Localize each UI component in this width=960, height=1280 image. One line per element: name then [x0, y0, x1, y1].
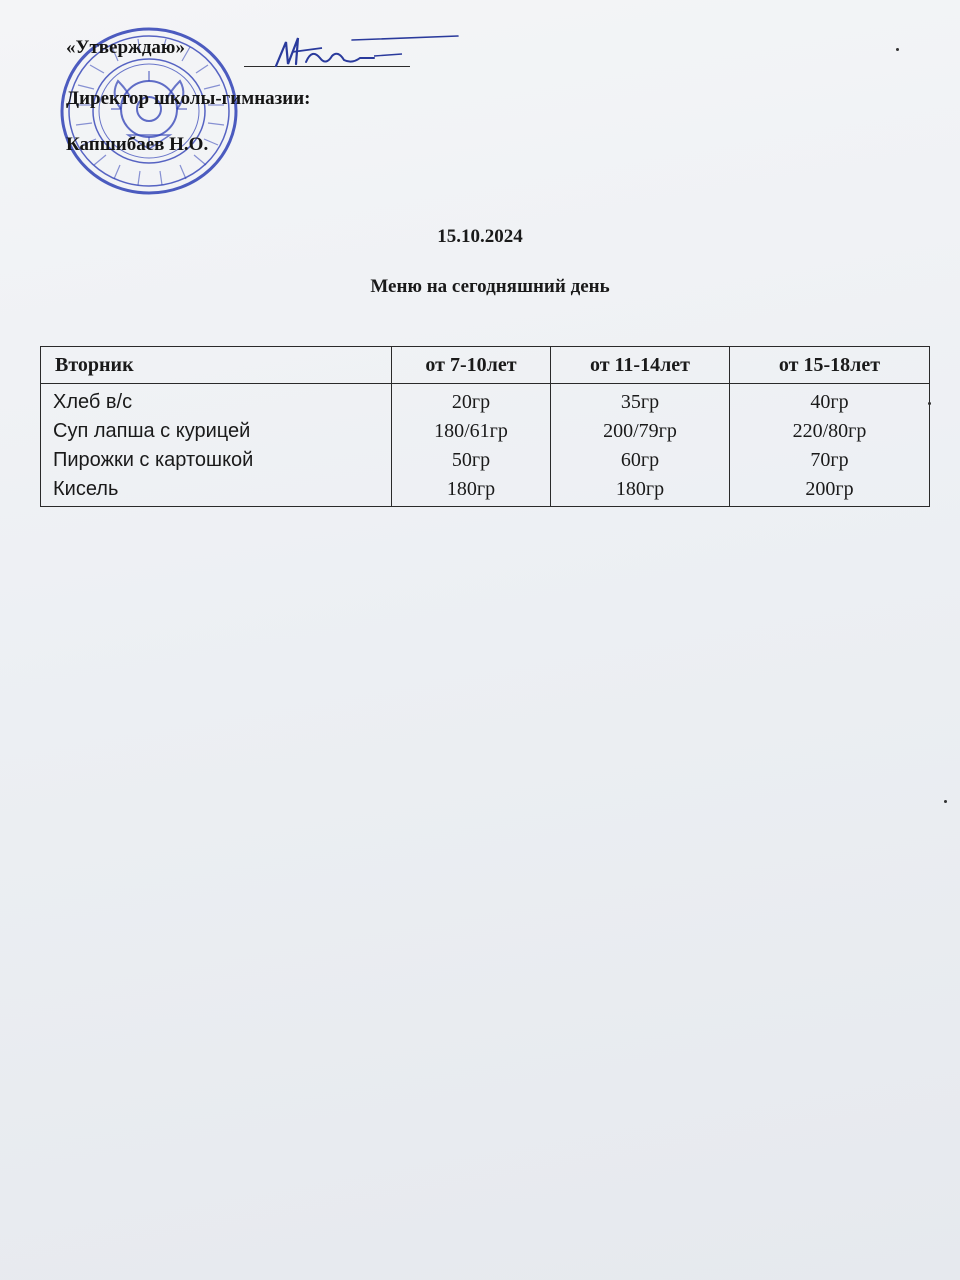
portion-value: 180гр	[446, 478, 496, 500]
director-signature	[262, 28, 462, 78]
portion-value: 220/80гр	[792, 420, 867, 442]
director-name: Капшибаев Н.О.	[66, 134, 209, 155]
column-header-age-15-18: от 15-18лет	[730, 347, 930, 384]
column-header-day: Вторник	[41, 347, 392, 384]
portion-cell-age-7-10	[392, 384, 551, 507]
portion-cell-age-11-14	[551, 384, 730, 507]
portion-value: 60гр	[620, 449, 660, 471]
portion-value: 200/79гр	[603, 420, 677, 442]
column-header-age-7-10: от 7-10лет	[392, 347, 551, 384]
paper-speck	[928, 402, 931, 405]
portion-value: 50гр	[451, 449, 491, 471]
dish-name: Пирожки с картошкой	[53, 449, 254, 471]
portion-value: 35гр	[620, 391, 660, 413]
dish-name: Кисель	[53, 478, 119, 500]
menu-table-header-row	[41, 347, 930, 384]
portion-value: 70гр	[810, 449, 849, 471]
portion-cell-age-15-18	[730, 384, 930, 507]
portion-value: 180гр	[615, 478, 665, 500]
menu-title: Меню на сегодняшний день	[370, 276, 610, 297]
approved-heading: «Утверждаю»	[66, 37, 185, 58]
paper-speck	[896, 48, 899, 51]
menu-table	[40, 346, 930, 507]
portion-value: 180/61гр	[434, 420, 508, 442]
portion-value: 20гр	[451, 391, 491, 413]
portion-value: 40гр	[810, 391, 849, 413]
director-position: Директор школы-гимназии:	[66, 88, 311, 109]
dish-name: Суп лапша с курицей	[53, 420, 251, 442]
dish-name: Хлеб в/с	[53, 391, 133, 413]
paper-speck	[944, 800, 947, 803]
menu-date: 15.10.2024	[437, 226, 523, 247]
dish-names-cell	[41, 384, 392, 507]
menu-table-body-row	[41, 384, 930, 507]
column-header-age-11-14: от 11-14лет	[551, 347, 730, 384]
portion-value: 200гр	[805, 478, 854, 500]
